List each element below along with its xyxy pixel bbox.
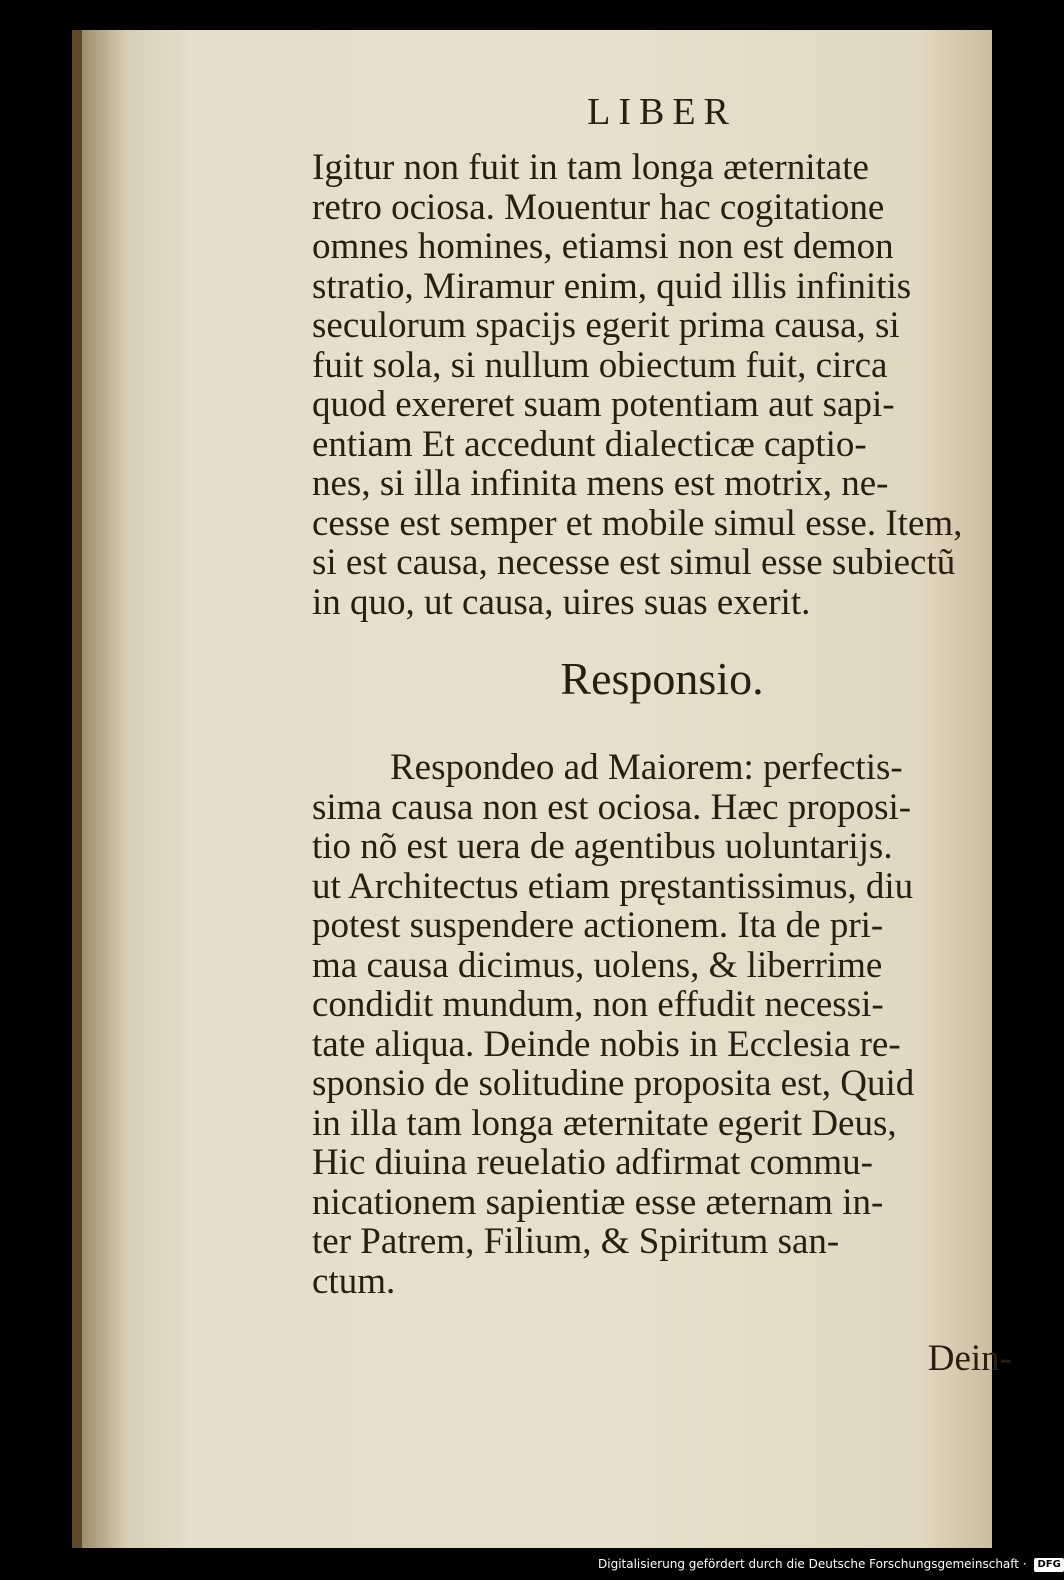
text-line: Respondeo ad Maiorem: perfectis- [390,747,903,788]
text-line: quod exereret suam potentiam aut sapi- [312,384,895,425]
text-line: sponsio de solitudine proposita est, Quid [312,1063,915,1104]
text-line: ut Architectus etiam pręstantissimus, diu [312,865,914,907]
text-line: nes, si illa infinita mens est motrix, ne- [312,463,889,504]
text-line: condidit mundum, non effudit necessi- [312,984,884,1025]
text-line: entiam Et accedunt dialecticæ captio- [312,423,867,465]
footer-text: Digitalisierung gefördert durch die Deutsche Forschungsgemeinschaft · [598,1557,1027,1571]
text-line: tio nõ est uera de agentibus uoluntarijs. [312,826,893,867]
paragraph-2 [312,748,1012,1301]
text-line: ctum. [312,1260,396,1302]
text-line: sima causa non est ociosa. Hæc proposi- [312,786,912,828]
text-line: Igitur non fuit in tam longa æternitate [312,147,869,188]
section-heading: Responsio. [560,653,764,704]
digitization-footer [598,1552,1061,1576]
text-line: tate aliqua. Deinde nobis in Ecclesia re- [312,1023,901,1065]
catchword: Dein- [927,1338,1012,1379]
text-line: fuit sola, si nullum obiectum fuit, circa [312,344,888,386]
paragraph-1 [312,148,1012,622]
text-line: stratio, Miramur enim, quid illis infinitis [312,265,912,307]
dfg-logo: DFG [1034,1558,1063,1572]
text-line: cesse est semper et mobile simul esse. Item, [312,502,963,544]
text-line: ter Patrem, Filium, & Spiritum san- [312,1221,840,1262]
text-line: omnes homines, etiamsi non est demon [312,226,894,267]
book-page [72,30,1012,1548]
page-text-block [312,90,1012,1380]
text-line: nicationem sapientiæ esse æternam in- [312,1181,884,1223]
text-line: seculorum spacijs egerit prima causa, si [312,305,900,346]
text-line: retro ociosa. Mouentur hac cogitatione [312,186,885,228]
text-line: Hic diuina reuelatio adfirmat commu- [312,1142,873,1183]
text-line: ma causa dicimus, uolens, & liberrime [312,944,883,986]
text-line: potest suspendere actionem. Ita de pri- [312,905,884,946]
text-line: in illa tam longa æternitate egerit Deus, [312,1102,897,1144]
running-head: LIBER [587,91,737,133]
text-line: si est causa, necesse est simul esse subiectũ [312,542,956,583]
text-line: in quo, ut causa, uires suas exerit. [312,581,811,623]
